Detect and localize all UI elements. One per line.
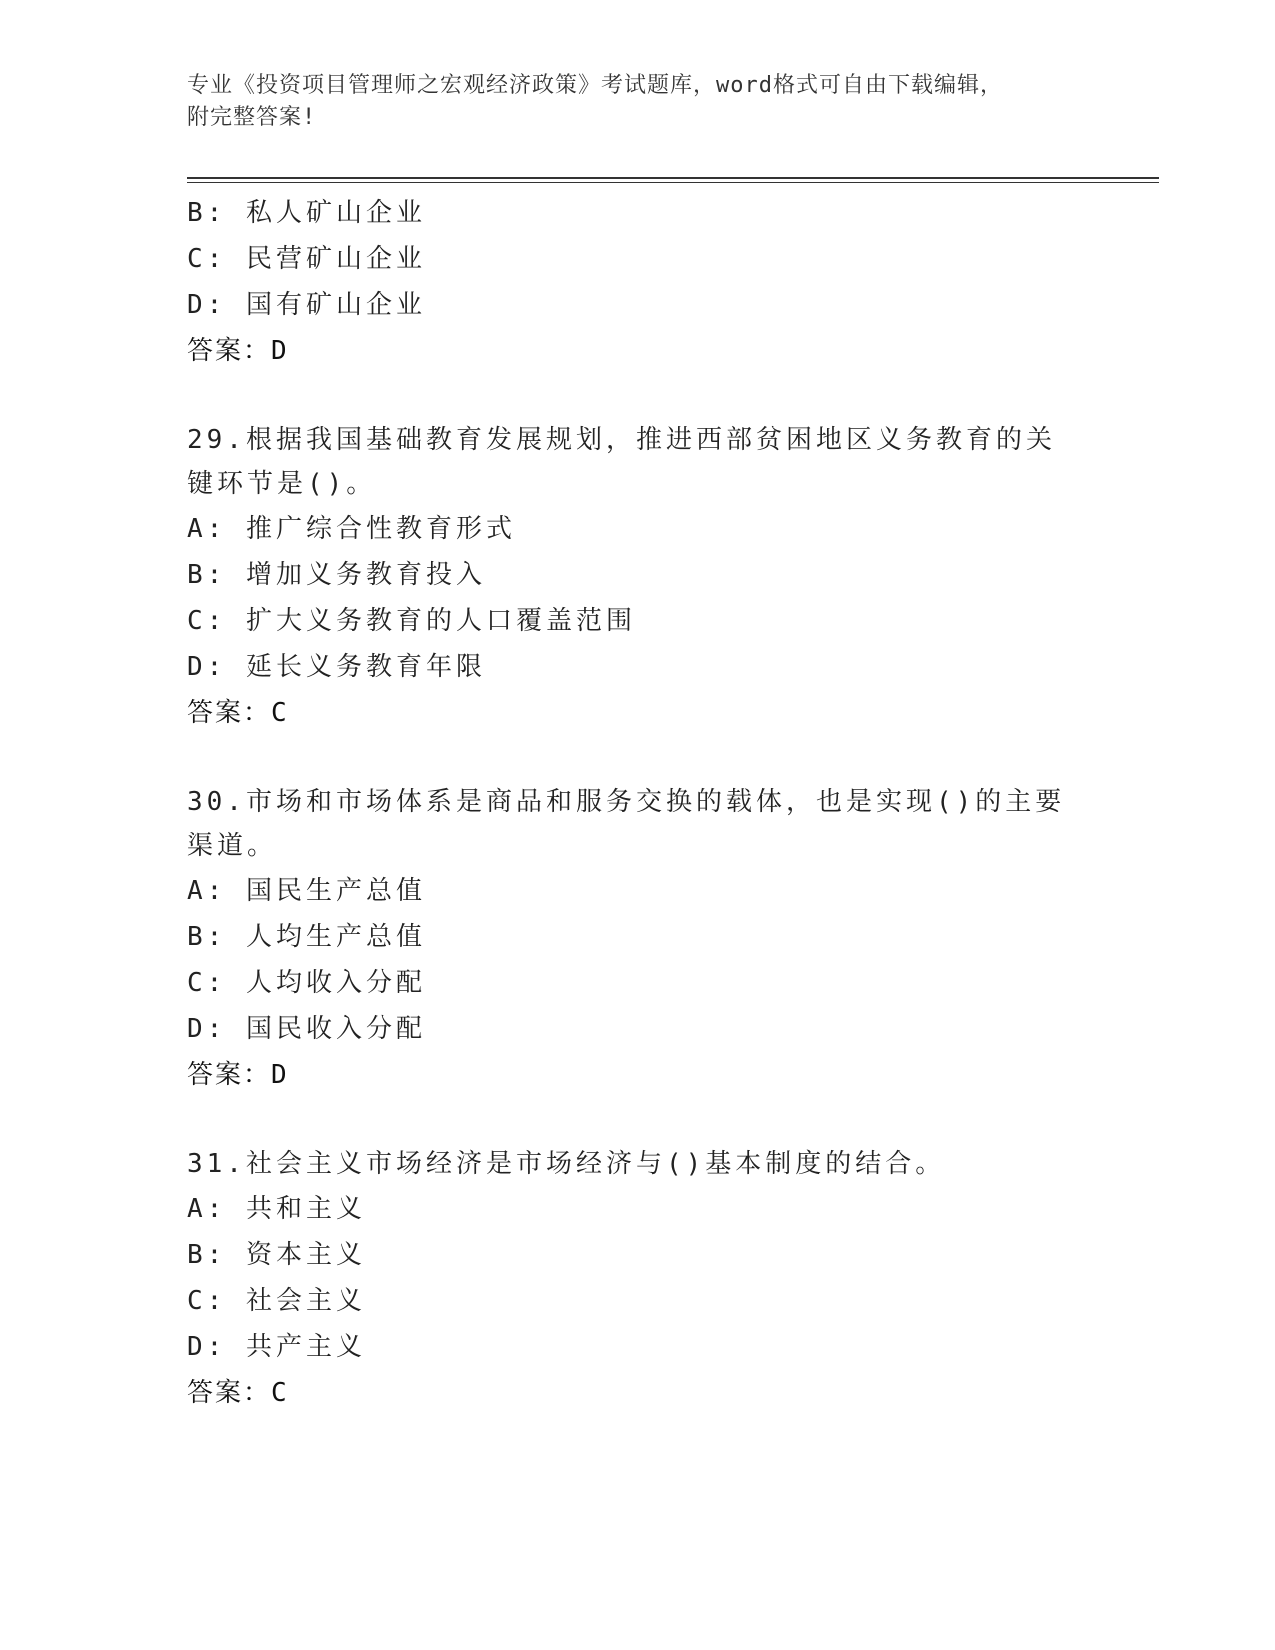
option-c: C: 人均收入分配 [187, 968, 426, 998]
option-d: D: 国有矿山企业 [187, 290, 426, 320]
option-a: A: 推广综合性教育形式 [187, 514, 516, 544]
answer: 答案：D [187, 1060, 289, 1090]
header-line-1: 专业《投资项目管理师之宏观经济政策》考试题库，word格式可自由下载编辑， [187, 73, 1003, 98]
answer: 答案：C [187, 698, 289, 728]
question-list [187, 190, 1087, 1416]
header-divider [187, 177, 1159, 179]
question-28-partial [187, 190, 1087, 374]
option-b: B: 资本主义 [187, 1240, 366, 1270]
option-d: D: 国民收入分配 [187, 1014, 426, 1044]
option-c: C: 民营矿山企业 [187, 244, 426, 274]
option-d: D: 共产主义 [187, 1332, 366, 1362]
question-stem: 29.根据我国基础教育发展规划，推进西部贫困地区义务教育的关键环节是()。 [187, 425, 1056, 499]
page-header [187, 70, 1087, 134]
answer: 答案：C [187, 1378, 289, 1408]
answer: 答案：D [187, 336, 289, 366]
question-30 [187, 780, 1087, 1098]
option-b: B: 私人矿山企业 [187, 198, 426, 228]
question-31 [187, 1142, 1087, 1416]
option-b: B: 增加义务教育投入 [187, 560, 486, 590]
option-b: B: 人均生产总值 [187, 922, 426, 952]
option-c: C: 社会主义 [187, 1286, 366, 1316]
question-29 [187, 418, 1087, 736]
header-line-2: 附完整答案! [187, 105, 317, 130]
option-d: D: 延长义务教育年限 [187, 652, 486, 682]
option-a: A: 共和主义 [187, 1194, 366, 1224]
question-stem: 30.市场和市场体系是商品和服务交换的载体，也是实现()的主要渠道。 [187, 787, 1066, 861]
option-a: A: 国民生产总值 [187, 876, 426, 906]
option-c: C: 扩大义务教育的人口覆盖范围 [187, 606, 636, 636]
question-stem: 31.社会主义市场经济是市场经济与()基本制度的结合。 [187, 1149, 946, 1179]
header-divider-thin [187, 182, 1159, 183]
